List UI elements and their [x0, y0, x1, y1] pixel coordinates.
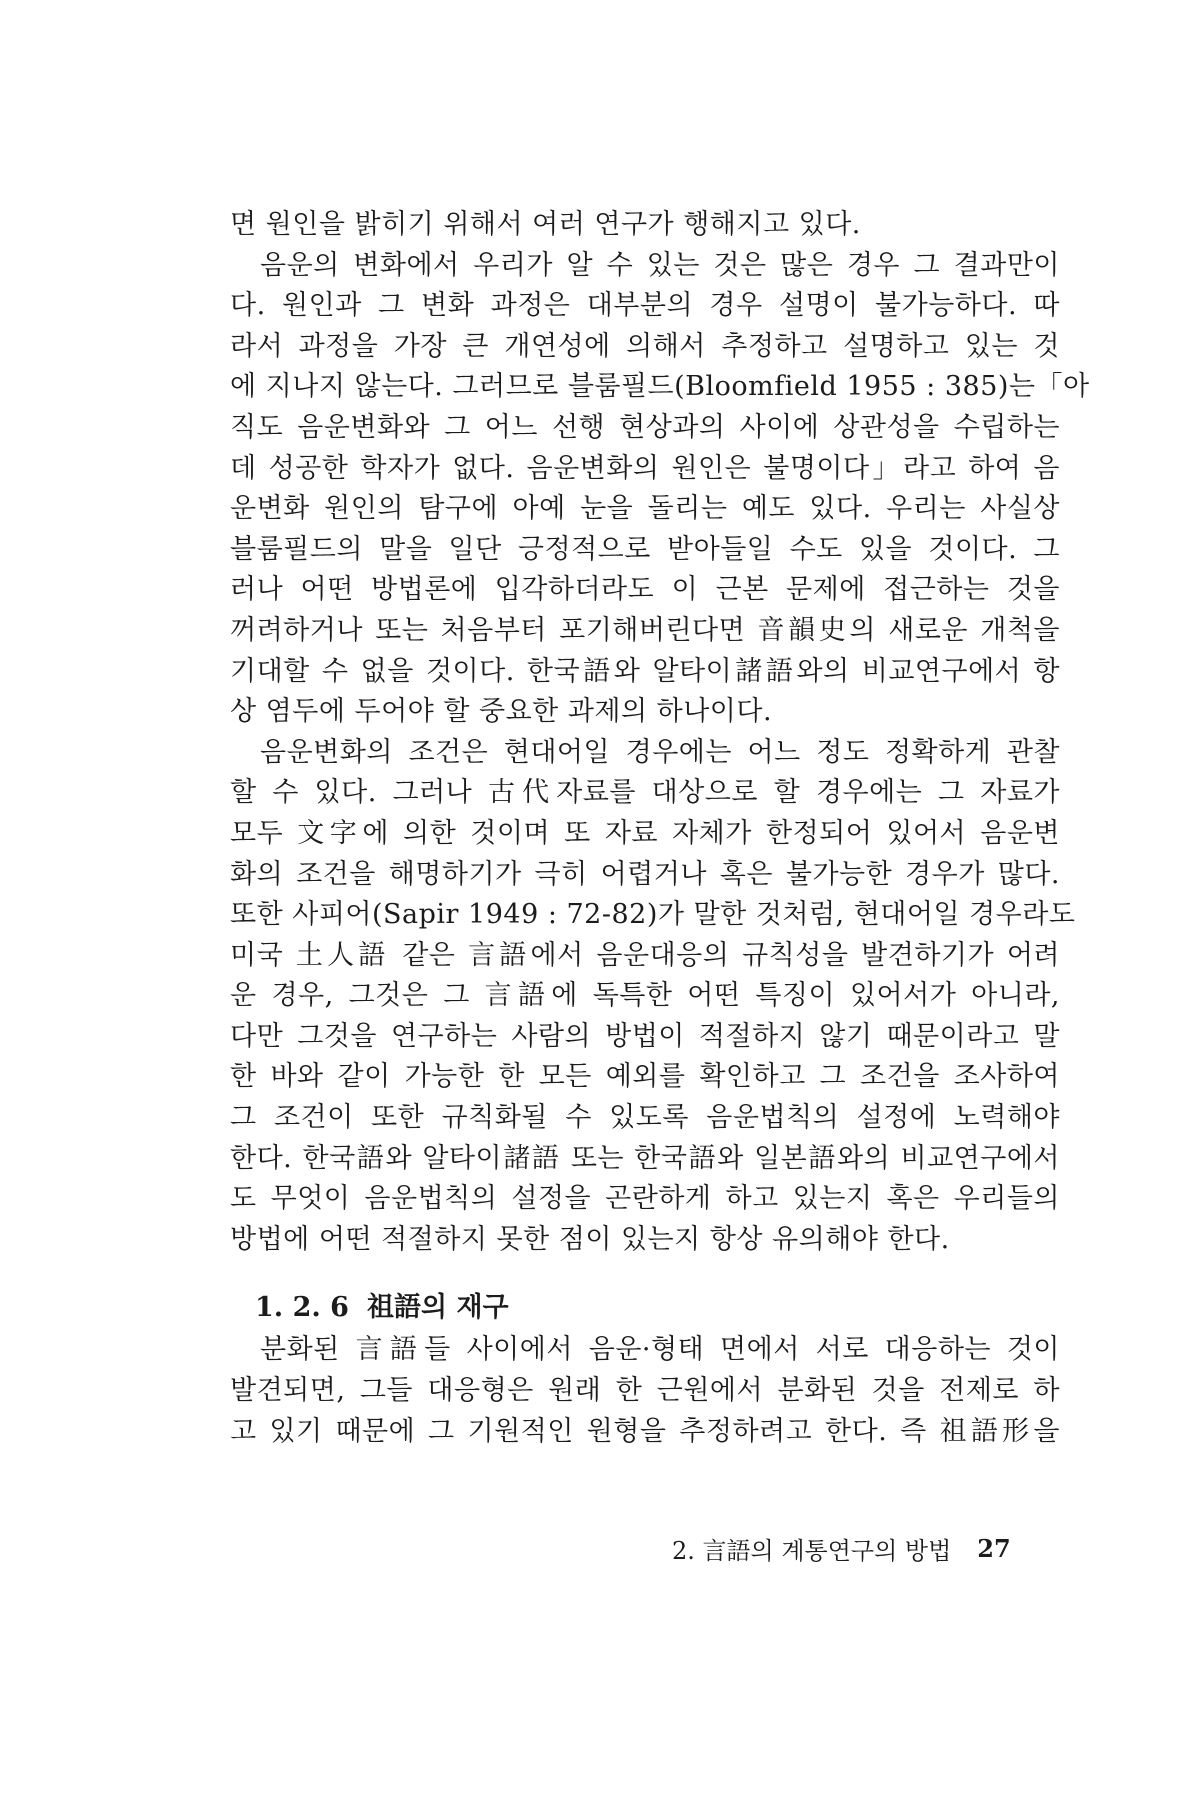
text-line: 할 수 있다. 그러나 古代자료를 대상으로 할 경우에는 그 자료가 — [230, 777, 1060, 809]
text-line: 한 바와 같이 가능한 한 모든 예외를 확인하고 그 조건을 조사하여 — [230, 1061, 1060, 1093]
text-line: 화의 조건을 해명하기가 극히 어렵거나 혹은 불가능한 경우가 많다. — [230, 858, 1060, 890]
text-line: 기대할 수 없을 것이다. 한국語와 알타이諸語와의 비교연구에서 항 — [230, 655, 1060, 687]
text-line: 고 있기 때문에 그 기원적인 원형을 추정하려고 한다. 즉 祖語形을 — [230, 1415, 1060, 1447]
text-line: 발견되면, 그들 대응형은 원래 한 근원에서 분화된 것을 전제로 하 — [230, 1375, 1060, 1407]
text-line: 운 경우, 그것은 그 言語에 독특한 어떤 특징이 있어서가 아니라, — [230, 980, 1060, 1012]
text-line: 미국 土人語 같은 言語에서 음운대응의 규칙성을 발견하기가 어려 — [230, 939, 1060, 971]
paragraph-1 — [230, 205, 1060, 246]
text-line: 면 원인을 밝히기 위해서 여러 연구가 행해지고 있다. — [230, 209, 861, 240]
section-number: 1. 2. 6 — [255, 1292, 349, 1324]
section-title: 祖語의 재구 — [366, 1292, 509, 1324]
text-line: 또한 사피어(Sapir 1949 : 72-82)가 말한 것처럼, 현대어일 경우라도 — [230, 899, 1076, 931]
text-line: 데 성공한 학자가 없다. 음운변화의 원인은 불명이다」라고 하여 음 — [230, 452, 1060, 484]
text-line: 다. 원인과 그 변화 과정은 대부분의 경우 설명이 불가능하다. 따 — [230, 290, 1060, 322]
text-line: 러나 어떤 방법론에 입각하더라도 이 근본 문제에 접근하는 것을 — [230, 574, 1060, 606]
text-line: 라서 과정을 가장 큰 개연성에 의해서 추정하고 설명하고 있는 것 — [230, 330, 1060, 362]
text-line: 상 염두에 두어야 할 중요한 과제의 하나이다. — [230, 696, 773, 728]
text-line: 방법에 어떤 적절하지 못한 점이 있는지 항상 유의해야 한다. — [230, 1223, 950, 1255]
running-head: 2. 言語의 계통연구의 방법 — [672, 1536, 952, 1565]
paragraph-3 — [230, 733, 1076, 1261]
text-line: 도 무엇이 음운법칙의 설정을 곤란하게 하고 있는지 혹은 우리들의 — [230, 1183, 1060, 1215]
text-line: 한다. 한국語와 알타이諸語 또는 한국語와 일본語와의 비교연구에서 — [230, 1142, 1060, 1174]
paragraph-2 — [230, 246, 1090, 733]
text-line: 분화된 言語들 사이에서 음운·형태 면에서 서로 대응하는 것이 — [260, 1334, 1060, 1366]
text-line: 운변화 원인의 탐구에 아예 눈을 돌리는 예도 있다. 우리는 사실상 — [230, 493, 1060, 525]
page-footer — [672, 1530, 1062, 1566]
text-line: 에 지나지 않는다. 그러므로 블룸필드(Bloomfield 1955 : 385)는「아 — [230, 371, 1090, 403]
text-line: 음운변화의 조건은 현대어일 경우에는 어느 정도 정확하게 관찰 — [260, 736, 1060, 768]
paragraph-4 — [230, 1330, 1060, 1452]
text-line: 다만 그것을 연구하는 사람의 방법이 적절하지 않기 때문이라고 말 — [230, 1020, 1060, 1052]
text-line: 음운의 변화에서 우리가 알 수 있는 것은 많은 경우 그 결과만이 — [260, 249, 1060, 281]
text-line: 그 조건이 또한 규칙화될 수 있도록 음운법칙의 설정에 노력해야 — [230, 1102, 1060, 1134]
page-content — [230, 205, 1090, 1452]
page-number: 27 — [977, 1533, 1011, 1563]
text-line: 모두 文字에 의한 것이며 또 자료 자체가 한정되어 있어서 음운변 — [230, 817, 1060, 849]
text-line: 꺼려하거나 또는 처음부터 포기해버린다면 音韻史의 새로운 개척을 — [230, 614, 1060, 646]
text-line: 직도 음운변화와 그 어느 선행 현상과의 사이에 상관성을 수립하는 — [230, 411, 1060, 443]
text-line: 블룸필드의 말을 일단 긍정적으로 받아들일 수도 있을 것이다. 그 — [230, 533, 1060, 565]
section-heading — [230, 1286, 1060, 1330]
